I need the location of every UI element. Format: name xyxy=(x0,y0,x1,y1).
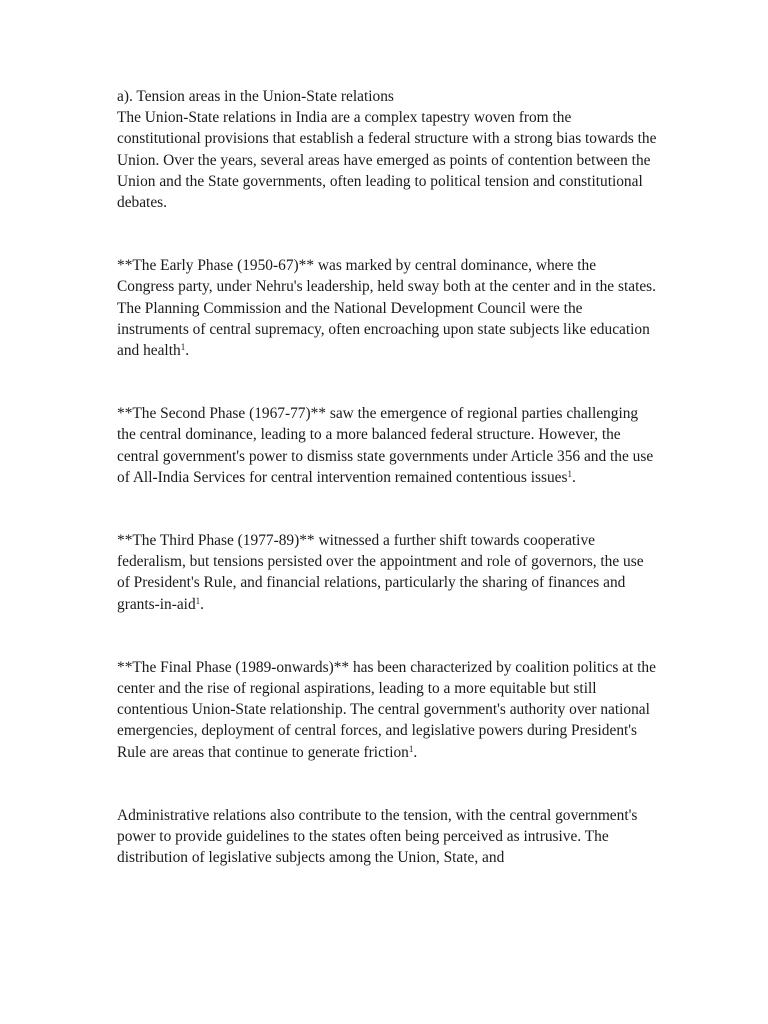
phase-text: **The Second Phase (1967-77)** saw the emergence of regional parties challenging the central dominance, leading to a more balanced federal structure. However, the central government's power to dismiss state governments under Article 356 and the use of All-India Services for central intervention remained contentious issues xyxy=(117,405,654,486)
document-body xyxy=(117,86,657,868)
sentence-end: . xyxy=(185,342,190,360)
phase-paragraph-second xyxy=(117,403,657,488)
closing-paragraph: Administrative relations also contribute to the tension, with the central government's power to provide guidelines to the states often being perceived as intrusive. The distribution of legislative subjects among the Union, State, and xyxy=(117,806,638,867)
intro-paragraph: The Union-State relations in India are a complex tapestry woven from the constitutional provisions that establish a federal structure with a strong bias towards the Union. Over the years, several areas have emerged as points of contention between the Union and the State governments, often leading to political tension and constitutional debates. xyxy=(117,109,657,212)
phase-text: **The Final Phase (1989-onwards)** has been characterized by coalition politics at the center and the rise of regional aspirations, leading to a more equitable but still contentious Union-State relationship. The central government's authority over national emergencies, deployment of central forces, and legislative powers during President's Rule are areas that continue to generate friction xyxy=(117,658,656,761)
footnote-ref: 1 xyxy=(195,595,201,606)
sentence-end: . xyxy=(413,743,418,761)
sentence-end: . xyxy=(571,468,576,486)
footnote-ref: 1 xyxy=(180,342,186,353)
phase-text: **The Early Phase (1950-67)** was marked by central dominance, where the Congress party, under Nehru's leadership, held sway both at the center and in the states. The Planning Commission and the National Development Council were the instruments of central supremacy, often encroaching upon state subjects like education and health xyxy=(117,257,657,360)
phase-paragraph-third xyxy=(117,530,657,615)
sentence-end: . xyxy=(200,595,204,613)
phase-paragraph-final xyxy=(117,657,657,763)
footnote-ref: 1 xyxy=(408,743,414,754)
footnote-ref: 1 xyxy=(567,468,572,479)
section-heading: a). Tension areas in the Union-State relations xyxy=(117,88,394,105)
phase-text: **The Third Phase (1977-89)** witnessed a further shift towards cooperative federalism, but tensions persisted over the appointment and role of governors, the use of President's Rule, and financial relations, particularly the sharing of finances and grants-in-aid xyxy=(117,532,644,613)
phase-paragraph-early xyxy=(117,255,657,361)
